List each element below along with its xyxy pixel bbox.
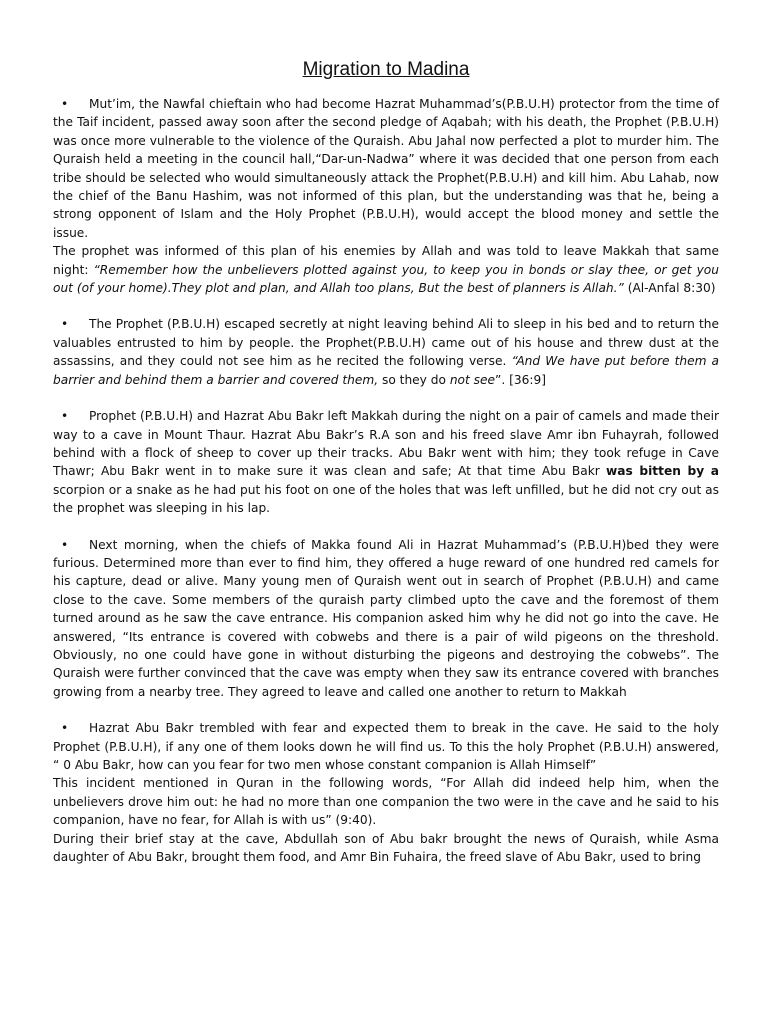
section-text: Hazrat Abu Bakr trembled with fear and expected them to break in the cave. He said to the holy Prophet (P.B.U.H), if any one of them looks down he will find us. To this the holy Prophet (P.B.U.H) answered, “ 0 Abu Bakr, how can you fear for two men whose constant companion is Allah Himself”	[53, 721, 719, 772]
section-cave-thaur	[53, 407, 719, 517]
section-escape-at-night	[53, 315, 719, 389]
bold-phrase: was bitten by a	[606, 464, 719, 479]
quote-emphasis: not see	[449, 372, 496, 387]
quran-reference: (Al-Anfal 8:30)	[623, 281, 716, 296]
paragraph-quran-incident	[53, 774, 719, 829]
section-mutim-protector	[53, 95, 719, 242]
paragraph-informed-by-allah	[53, 242, 719, 297]
paragraph-text: The prophet was informed of this plan of his enemies by Allah and was told to leave Makkah that same night:	[53, 244, 719, 277]
bullet-marker: •	[61, 409, 69, 424]
document-page	[53, 58, 719, 866]
bullet-marker: •	[61, 97, 69, 111]
section-search-party	[53, 536, 719, 702]
quran-reference: ”. [36:9]	[495, 372, 546, 387]
section-text: Next morning, when the chiefs of Makka found Ali in Hazrat Muhammad’s (P.B.U.H)bed they were furious. Determined more than ever to find him, they offered a huge reward of one hundred red camels for his capture, dead or alive. Many young men of Quraish went out in search of Prophet (P.B.U.H) and came close to the cave. Some members of the quraish party climbed upto the cave and the foremost of them turned around as he saw the cave entrance. His companion asked him why he did not go into the cave. He answered, “Its entrance is covered with cobwebs and there is a pair of wild pigeons on the threshold. Obviously, no one could have gone in without disturbing the pigeons and destroying the cobwebs”. The Quraish were further convinced that the cave was empty when they saw its entrance covered with branches growing from a nearby tree. They agreed to leave and called one another to return to Makkah	[53, 537, 719, 699]
section-text: Prophet (P.B.U.H) and Hazrat Abu Bakr left Makkah during the night on a pair of camels and made their way to a cave in Mount Thaur. Hazrat Abu Bakr’s R.A son and his freed slave Amr ibn Fuhayrah, followed behind with a flock of sheep to cover up their tracks. Abu Bakr went with him; they took refuge in Cave Thawr; Abu Bakr went in to make sure it was clean and safe; At that time Abu Bakr	[53, 409, 719, 479]
page-title: Migration to Madina	[302, 59, 470, 80]
paragraph-stay-at-cave	[53, 830, 719, 867]
bullet-marker: •	[61, 537, 69, 552]
quran-quote: “And We have put before them a barrier and behind them a barrier and covered them,	[53, 354, 719, 387]
paragraph-text: During their brief stay at the cave, Abdullah son of Abu bakr brought the news of Quraish, while Asma daughter of Abu Bakr, brought them food, and Amr Bin Fuhaira, the freed slave of Abu Bakr, used to bring	[53, 831, 719, 865]
paragraph-text: This incident mentioned in Quran in the following words, “For Allah did indeed help him, when the unbelievers drove him out: he had no more than one companion the two were in the cave and he said to his companion, have no fear, for Allah is with us” (9:40).	[53, 776, 719, 828]
section-text: Mut’im, the Nawfal chieftain who had become Hazrat Muhammad’s(P.B.U.H) protector from the time of the Taif incident, passed away soon after the second pledge of Aqabah; with his death, the Prophet (P.B.U.H) was once more vulnerable to the violence of the Quraish. Abu Jahal now perfected a plot to murder him. The Quraish held a meeting in the council hall,“Dar-un-Nadwa” where it was decided that one person from each tribe should be selected who would simultaneously attack the Prophet(P.B.U.H) and kill him. Abu Lahab, now the chief of the Banu Hashim, was not informed of this plan, but the understanding was that he, being a strong opponent of Islam and the Holy Prophet (P.B.U.H), would accept the blood money and settle the issue.	[53, 97, 719, 240]
bullet-marker: •	[61, 317, 69, 332]
quote-continuation: so they do	[378, 372, 450, 387]
section-text-continued: scorpion or a snake as he had put his foot on one of the holes that was left unfilled, but he did not cry out as the prophet was sleeping in his lap.	[53, 482, 719, 516]
section-text: The Prophet (P.B.U.H) escaped secretly at night leaving behind Ali to sleep in his bed and to return the valuables entrusted to him by people. the Prophet(P.B.U.H) came out of his house and threw dust at the assassins, and they could not see him as he recited the following verse.	[53, 317, 719, 369]
bullet-marker: •	[61, 721, 69, 736]
quran-quote: “Remember how the unbelievers plotted against you, to keep you in bonds or slay thee, or get you out (of your home).They plot and plan, and Allah too plans, But the best of planners is Allah.”	[53, 262, 719, 296]
section-fear-in-cave	[53, 719, 719, 774]
